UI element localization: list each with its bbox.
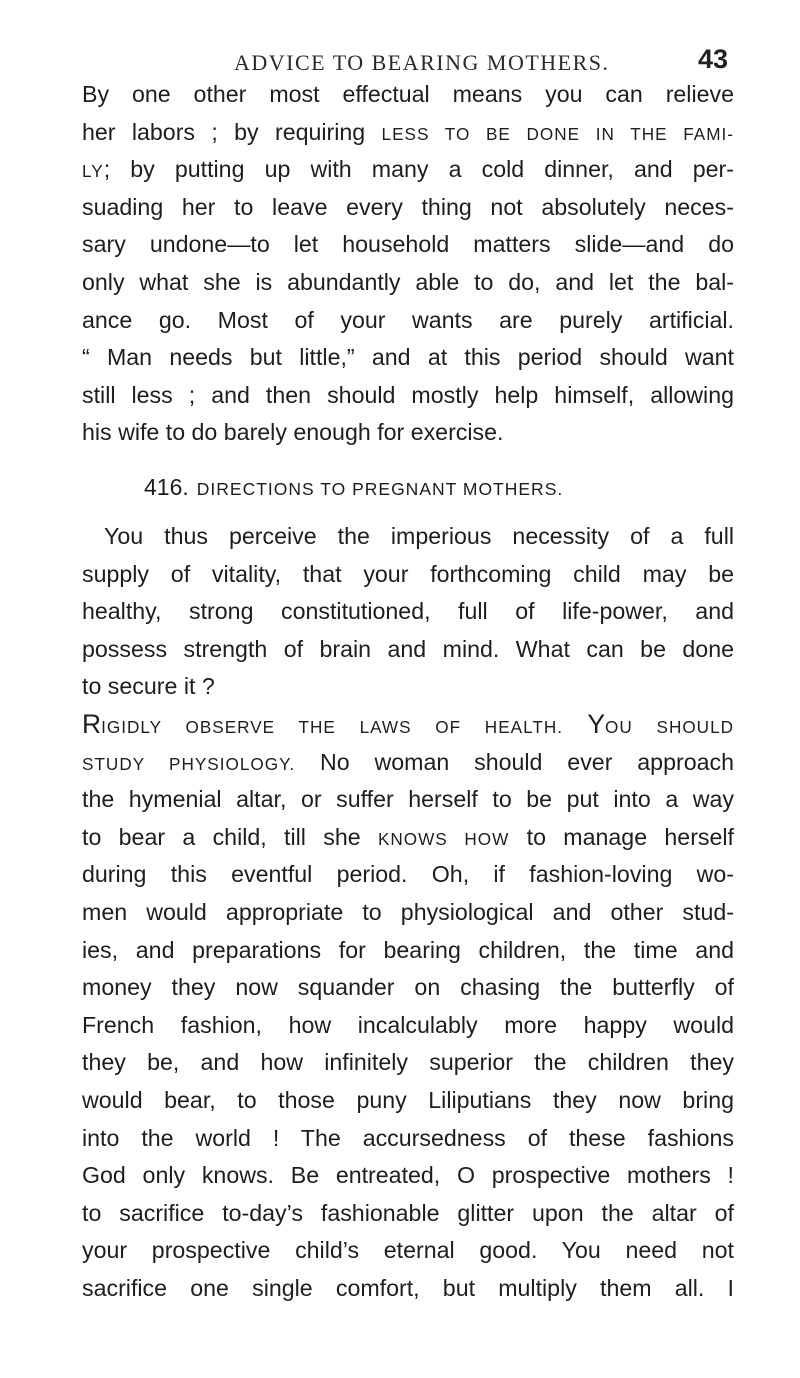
line-text: ; by putting up with many a cold dinner, and per-	[103, 156, 734, 183]
text-line	[82, 706, 734, 744]
line-text: into the world ! The accursedness of these fashions	[82, 1124, 734, 1151]
section-title: DIRECTIONS TO PREGNANT MOTHERS.	[196, 479, 564, 499]
line-text: French fashion, how incalculably more happy would	[82, 1011, 734, 1038]
small-caps-initial: R	[82, 708, 102, 739]
line-text: sacrifice one single comfort, but multiply them all. I	[82, 1274, 734, 1301]
text-line	[82, 518, 734, 556]
text-line	[82, 932, 734, 970]
section-number: 416.	[144, 474, 189, 500]
line-text: No woman should ever approach	[295, 748, 734, 775]
line-text: to sacrifice to-day’s fashionable glitter upon the altar of	[82, 1199, 734, 1226]
text-line	[82, 556, 734, 594]
line-text: possess strength of brain and mind. What can be done	[82, 635, 734, 662]
text-line	[82, 1270, 734, 1308]
line-text: healthy, strong constitutioned, full of life-power, and	[82, 598, 734, 625]
line-text: during this eventful period. Oh, if fashion-loving wo-	[82, 861, 734, 888]
text-line	[82, 377, 734, 415]
small-caps-initial: Y	[587, 708, 606, 739]
paragraph-2	[82, 518, 734, 1307]
text-line	[82, 114, 734, 152]
line-text: sary undone—to let household matters slide—and do	[82, 231, 734, 258]
line-text: they be, and how infinitely superior the children they	[82, 1049, 734, 1076]
line-text: would bear, to those puny Liliputians they now bring	[82, 1086, 734, 1113]
text-line	[82, 76, 734, 114]
small-caps-text: LY	[82, 161, 104, 182]
small-caps-text: KNOWS HOW	[377, 828, 510, 849]
text-line	[82, 264, 734, 302]
text-line	[82, 1007, 734, 1045]
text-line	[82, 781, 734, 819]
line-text: still less ; and then should mostly help himself, allowing	[82, 381, 734, 408]
text-line	[82, 631, 734, 669]
page-number: 43	[697, 44, 728, 74]
line-text: only what she is abundantly able to do, and let the bal-	[82, 268, 734, 295]
text-line	[82, 226, 734, 264]
text-line	[82, 1120, 734, 1158]
small-caps-text: STUDY PHYSIOLOGY.	[82, 753, 296, 774]
line-text: money they now squander on chasing the butterfly of	[82, 974, 734, 1001]
line-text: You thus perceive the imperious necessity of a full	[104, 523, 734, 549]
text-line	[82, 1082, 734, 1120]
small-caps-text: OU SHOULD	[605, 716, 734, 737]
line-text: men would appropriate to physiological and other stud-	[82, 898, 734, 925]
text-line	[82, 189, 734, 227]
line-text: to bear a child, till she	[82, 823, 378, 850]
section-heading	[144, 474, 563, 501]
line-text: By one other most effectual means you can relieve	[82, 81, 734, 107]
running-head: ADVICE TO BEARING MOTHERS.	[234, 50, 610, 75]
text-line	[82, 1232, 734, 1270]
line-text: the hymenial altar, or suffer herself to be put into a way	[82, 786, 734, 813]
line-text: ance go. Most of your wants are purely artificial.	[82, 306, 734, 333]
text-line	[82, 151, 734, 189]
text-line	[82, 414, 734, 452]
text-line	[82, 302, 734, 340]
small-caps-text: LESS TO BE DONE IN THE FAMI-	[381, 123, 734, 144]
line-text: “ Man needs but little,” and at this period should want	[82, 344, 734, 371]
paragraph-1	[82, 76, 734, 452]
text-line	[82, 969, 734, 1007]
line-text: his wife to do barely enough for exercise.	[82, 419, 504, 446]
line-text: to manage herself	[509, 823, 734, 850]
text-line	[82, 894, 734, 932]
line-text: suading her to leave every thing not absolutely neces-	[82, 193, 734, 220]
text-line	[82, 1044, 734, 1082]
text-line	[82, 593, 734, 631]
line-text: God only knows. Be entreated, O prospective mothers !	[82, 1162, 734, 1189]
line-text: to secure it ?	[82, 673, 215, 700]
text-line	[82, 339, 734, 377]
line-text: her labors ; by requiring	[82, 118, 382, 145]
small-caps-text: IGIDLY OBSERVE THE LAWS OF HEALTH.	[101, 716, 563, 737]
text-line	[82, 668, 734, 706]
text-line	[82, 1195, 734, 1233]
line-text: your prospective child’s eternal good. You need not	[82, 1237, 734, 1264]
text-line	[82, 744, 734, 782]
line-text: ies, and preparations for bearing children, the time and	[82, 936, 734, 963]
text-line	[82, 819, 734, 857]
text-line	[82, 856, 734, 894]
text-line	[82, 1157, 734, 1195]
line-text: supply of vitality, that your forthcoming child may be	[82, 560, 734, 587]
